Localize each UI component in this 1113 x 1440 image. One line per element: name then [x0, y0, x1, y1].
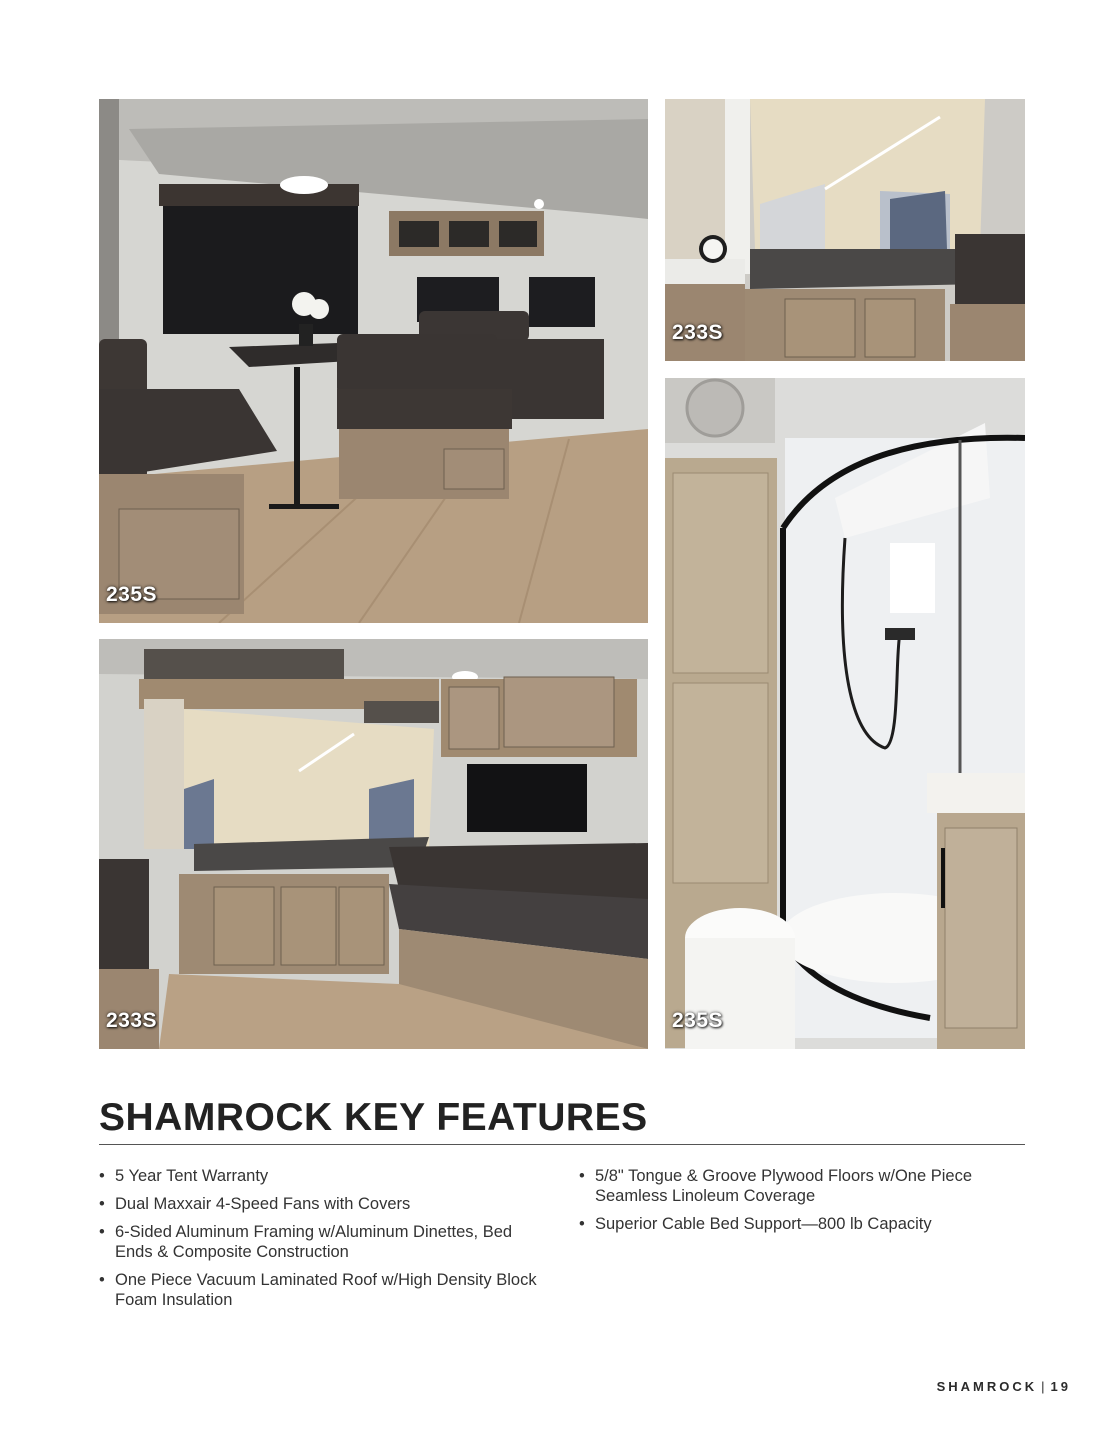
dinette-illustration [99, 99, 648, 623]
feature-item: • Dual Maxxair 4-Speed Fans with Covers [99, 1195, 411, 1213]
sofa-bed-illustration [99, 639, 648, 1049]
model-label: 233S [672, 321, 724, 344]
feature-item: • Superior Cable Bed Support—800 lb Capacity [579, 1215, 932, 1233]
feature-item: • One Piece Vacuum Laminated Roof w/High Density Block Foam Insulation [99, 1271, 537, 1309]
title-divider [99, 1144, 1025, 1145]
feature-item: • 6-Sided Aluminum Framing w/Aluminum Dinettes, Bed Ends & Composite Construction [99, 1223, 513, 1261]
feature-item: • 5/8" Tongue & Groove Plywood Floors w/One Piece Seamless Linoleum Coverage [579, 1167, 973, 1205]
features-left-list [99, 1166, 549, 1318]
footer-brand: SHAMROCK [936, 1379, 1038, 1394]
bullet-icon: • [99, 1271, 105, 1289]
photo-bed-end [665, 99, 1025, 361]
bullet-icon: • [99, 1195, 105, 1213]
footer-separator: | [1041, 1379, 1045, 1394]
bathroom-illustration [665, 378, 1025, 1049]
model-label: 235S [672, 1009, 724, 1032]
model-label: 235S [106, 583, 158, 606]
bullet-icon: • [579, 1215, 585, 1233]
section-title: SHAMROCK KEY FEATURES [99, 1096, 648, 1139]
bullet-icon: • [99, 1167, 105, 1185]
bullet-icon: • [99, 1223, 105, 1241]
photo-bathroom [665, 378, 1025, 1049]
photo-dinette [99, 99, 648, 623]
bullet-icon: • [579, 1167, 585, 1185]
features-right-list [579, 1166, 1025, 1242]
page-number: 19 [1050, 1379, 1071, 1394]
model-label: 233S [106, 1009, 158, 1032]
feature-item: • 5 Year Tent Warranty [99, 1167, 269, 1185]
photo-sofa-bed [99, 639, 648, 1049]
page-footer [937, 1379, 1071, 1394]
